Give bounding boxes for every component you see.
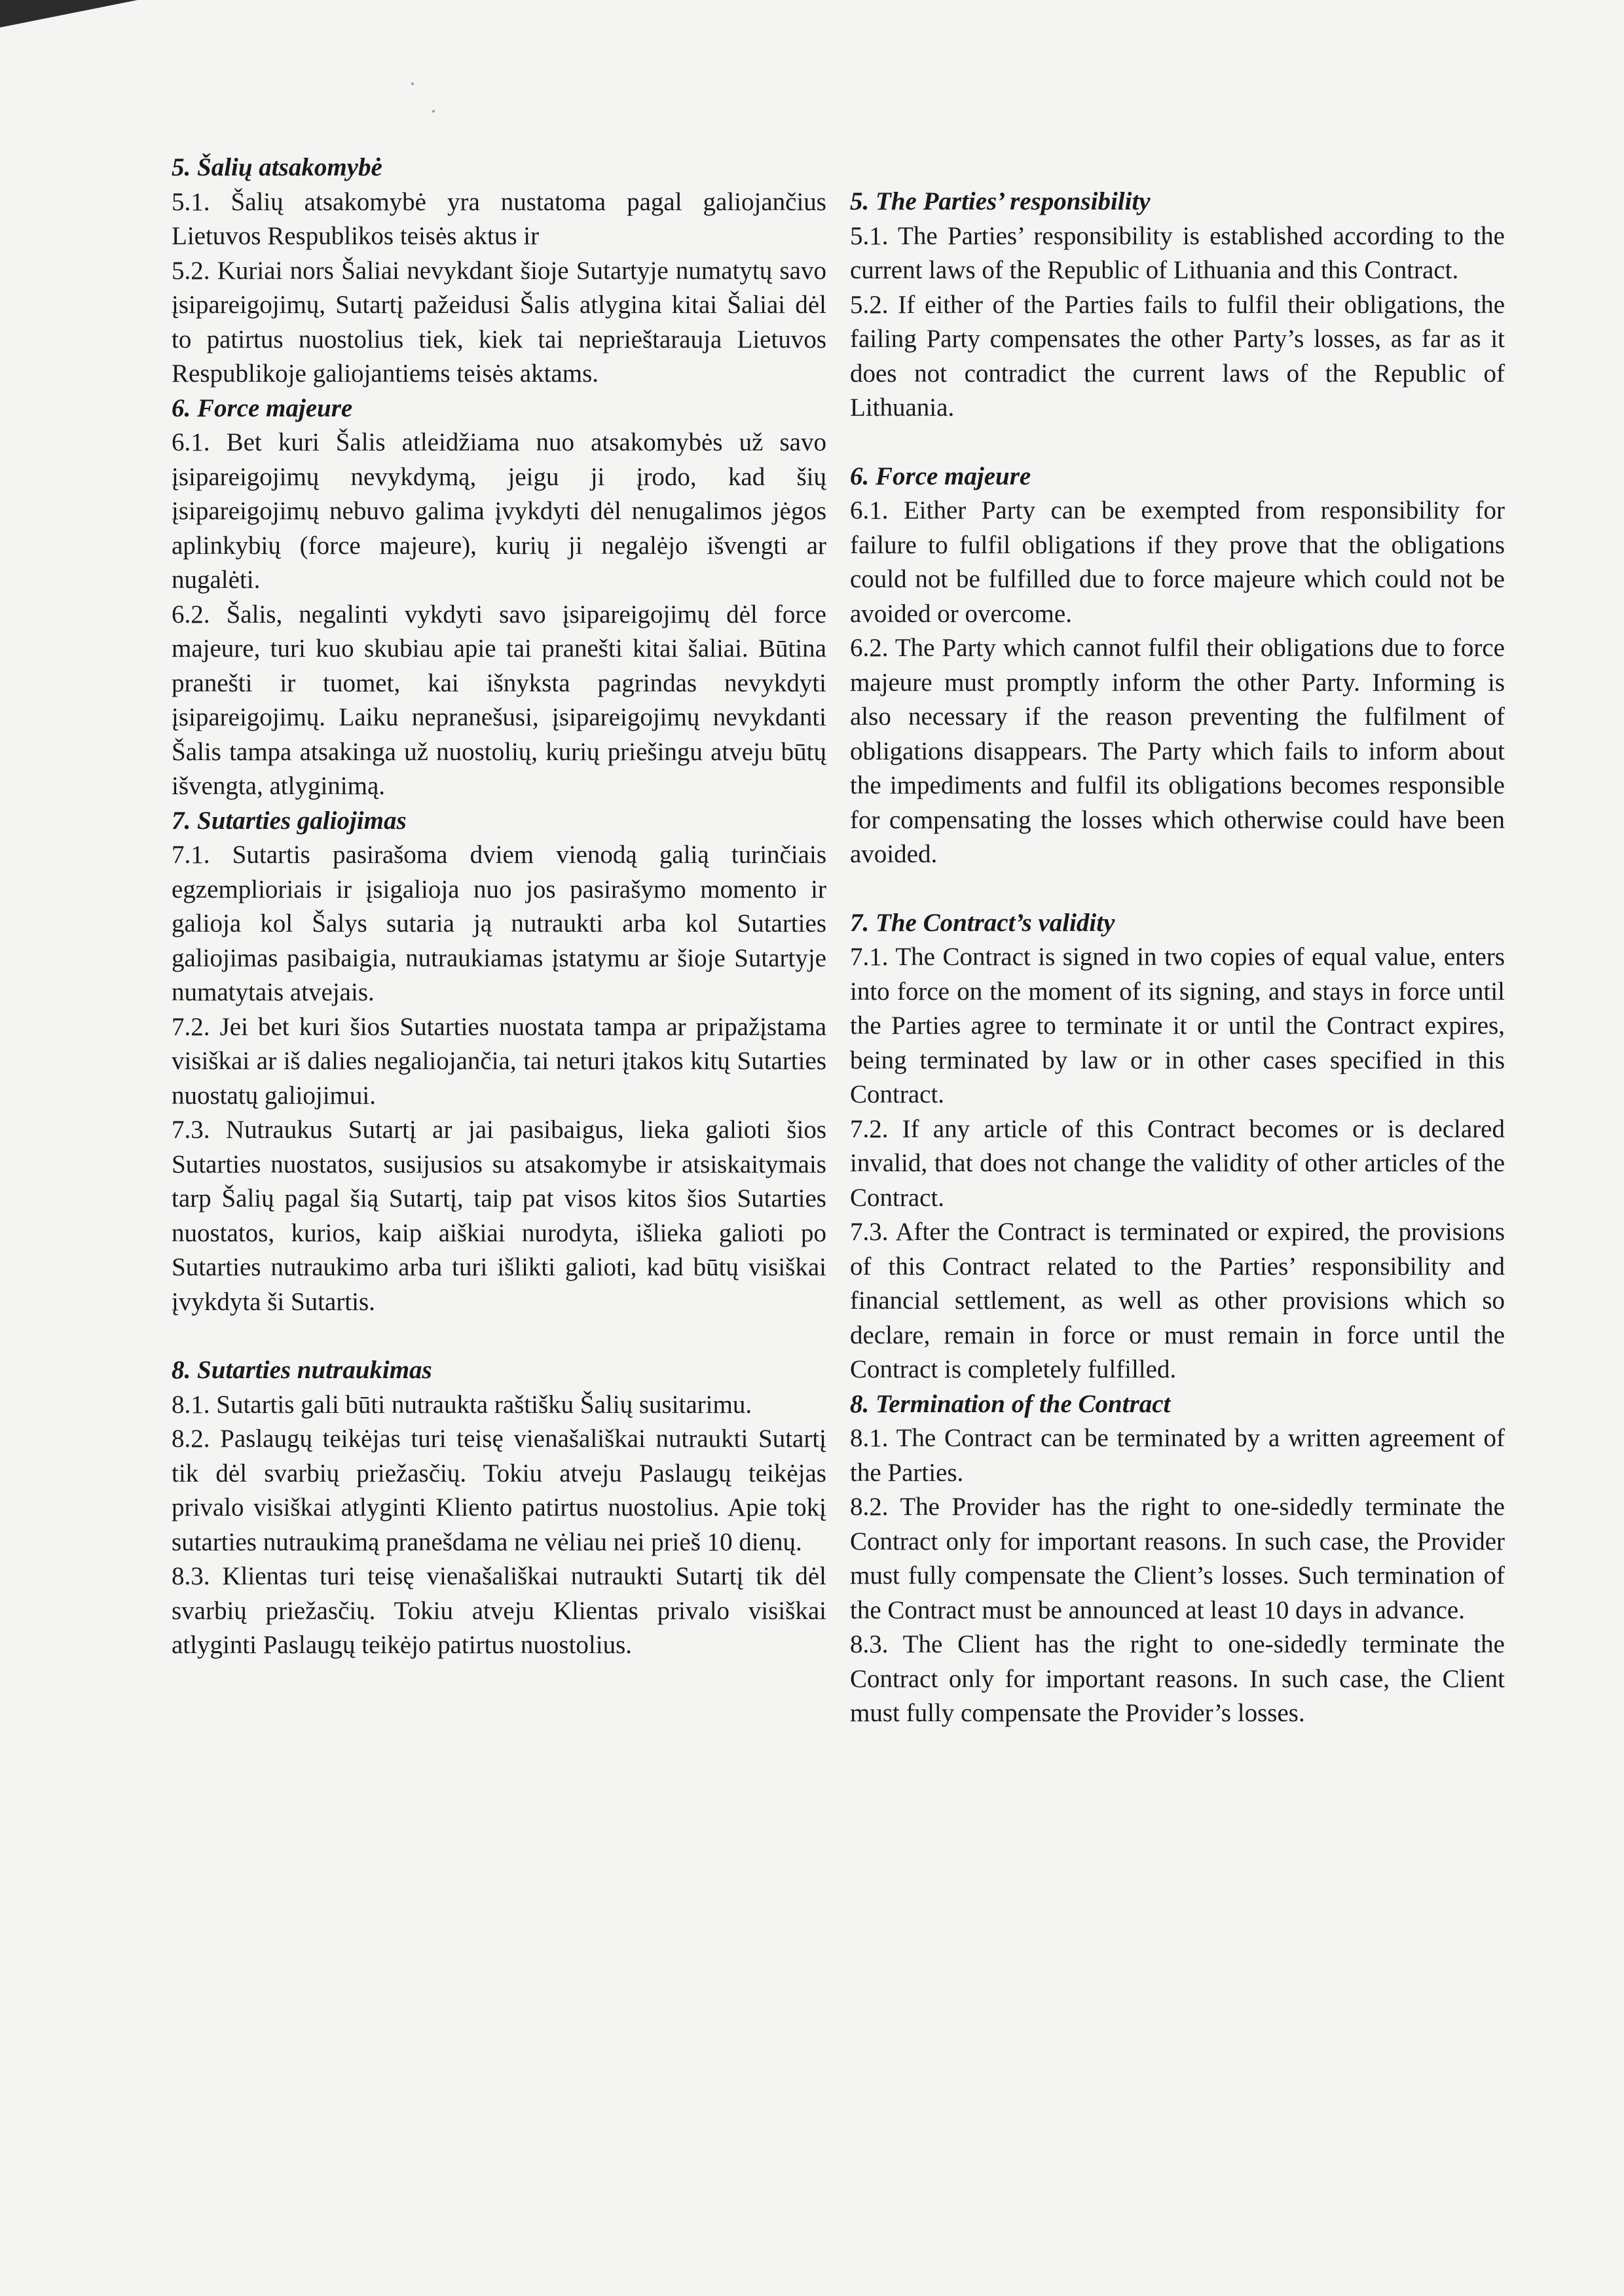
- clause-6-1-en: 6.1. Either Party can be exempted from responsibility for failure to fulfil obligations if they prove that the obligations could not be fulfilled due to force majeure which could not be avoided or overcome.: [850, 496, 1505, 628]
- clause-7-1-en: 7.1. The Contract is signed in two copies of equal value, enters into force on the moment of its signing, and stays in force until the Parties agree to terminate it or until the Contract expires, being terminated by law or in other cases specified in this Contract.: [850, 943, 1505, 1108]
- clause-7-1-lt: 7.1. Sutartis pasirašoma dviem vienodą galią turinčiais egzemplioriais ir įsigalioja nuo jos pasirašymo momento ir galioja kol Šalys sutaria ją nutraukti arba kol Sutarties galiojimas pasibaigia, nutraukiamas įstatymu ar šioje Sutartyje numatytais atvejais.: [172, 841, 826, 1006]
- english-column: [850, 185, 1505, 1731]
- clause-6-2-en: 6.2. The Party which cannot fulfil their obligations due to force majeure must promptly inform the other Party. Informing is also necessary if the reason preventing the fulfilment of obligations disappears. The Party which fails to inform about the impediments and fulfil its obligations becomes responsible for compensating the losses which otherwise could have been avoided.: [850, 634, 1505, 868]
- clause-7-2-en: 7.2. If any article of this Contract becomes or is declared invalid, that does not change the validity of other articles of the Contract.: [850, 1114, 1505, 1212]
- scan-speck: [432, 110, 435, 113]
- clause-8-1-lt: 8.1. Sutartis gali būti nutraukta raštišku Šalių susitarimu.: [172, 1390, 752, 1419]
- clause-5-1-lt: 5.1. Šalių atsakomybė yra nustatoma pagal galiojančius Lietuvos Respublikos teisės aktus ir: [172, 187, 826, 250]
- page-corner-shadow: [0, 0, 138, 27]
- clause-6-1-lt: 6.1. Bet kuri Šalis atleidžiama nuo atsakomybės už savo įsipareigojimų nevykdymą, jeigu ji įrodo, kad šių įsipareigojimų nebuvo galima įvykdyti dėl nenugalimos jėgos aplinkybių (force majeure), kurių ji negalėjo išvengti ar nugalėti.: [172, 428, 826, 594]
- section-8-heading-en: 8. Termination of the Contract: [850, 1389, 1171, 1418]
- clause-7-2-lt: 7.2. Jei bet kuri šios Sutarties nuostata tampa ar pripažįstama visiškai ar iš dalies negaliojančia, tai neturi įtakos kitų Sutarties nuostatų galiojimui.: [172, 1012, 826, 1110]
- section-6-heading-lt: 6. Force majeure: [172, 393, 353, 422]
- section-7-heading-lt: 7. Sutarties galiojimas: [172, 806, 407, 835]
- clause-8-3-en: 8.3. The Client has the right to one-sidedly terminate the Contract only for important reasons. In such case, the Client must fully compensate the Provider’s losses.: [850, 1630, 1505, 1727]
- clause-8-2-en: 8.2. The Provider has the right to one-sidedly terminate the Contract only for important reasons. In such case, the Provider must fully compensate the Client’s losses. Such termination of the Contract must be announced at least 10 days in advance.: [850, 1493, 1505, 1624]
- section-5-heading-lt: 5. Šalių atsakomybė: [172, 153, 382, 181]
- clause-8-1-en: 8.1. The Contract can be terminated by a written agreement of the Parties.: [850, 1424, 1505, 1487]
- clause-5-1-en: 5.1. The Parties’ responsibility is established according to the current laws of the Republic of Lithuania and this Contract.: [850, 221, 1505, 284]
- clause-7-3-en: 7.3. After the Contract is terminated or expired, the provisions of this Contract related to the Parties’ responsibility and financial settlement, as well as other provisions which so declare, remain in force or must remain in force until the Contract is completely fulfilled.: [850, 1218, 1505, 1383]
- section-6-heading-en: 6. Force majeure: [850, 462, 1031, 490]
- section-7-heading-en: 7. The Contract’s validity: [850, 908, 1115, 937]
- clause-8-2-lt: 8.2. Paslaugų teikėjas turi teisę vienašališkai nutraukti Sutartį tik dėl svarbių priežasčių. Tokiu atveju Paslaugų teikėjas privalo visiškai atlyginti Kliento patirtus nuostolius. Apie tokį sutarties nutraukimą pranešdama ne vėliau nei prieš 10 dienų.: [172, 1425, 826, 1556]
- scan-speck: [411, 82, 414, 85]
- clause-5-2-en: 5.2. If either of the Parties fails to fulfil their obligations, the failing Party compensates the other Party’s losses, as far as it does not contradict the current laws of the Republic of Lithuania.: [850, 290, 1505, 422]
- clause-8-3-lt: 8.3. Klientas turi teisę vienašališkai nutraukti Sutartį tik dėl svarbių priežasčių. Tokiu atveju Klientas privalo visiškai atlyginti Paslaugų teikėjo patirtus nuostolius.: [172, 1562, 826, 1659]
- clause-7-3-lt: 7.3. Nutraukus Sutartį ar jai pasibaigus, lieka galioti šios Sutarties nuostatos, susijusios su atsakomybe ir atsiskaitymais tarp Šalių pagal šią Sutartį, taip pat visos kitos šios Sutarties nuostatos, kurios, kaip aiškiai nurodyta, išlieka galioti po Sutarties nutraukimo arba turi išlikti galioti, kad būtų visiškai įvykdyta ši Sutartis.: [172, 1116, 826, 1316]
- clause-5-2-lt: 5.2. Kuriai nors Šaliai nevykdant šioje Sutartyje numatytų savo įsipareigojimų, Sutartį pažeidusi Šalis atlygina kitai Šaliai dėl to patirtus nuostolius tiek, kiek tai neprieštarauja Lietuvos Respublikoje galiojantiems teisės aktams.: [172, 256, 826, 388]
- section-8-heading-lt: 8. Sutarties nutraukimas: [172, 1356, 432, 1384]
- clause-6-2-lt: 6.2. Šalis, negalinti vykdyti savo įsipareigojimų dėl force majeure, turi kuo skubiau apie tai pranešti kitai šaliai. Būtina pranešti ir tuomet, kai išnyksta pagrindas nevykdyti įsipareigojimų. Laiku nepranešusi, įsipareigojimų nevykdanti Šalis tampa atsakinga už nuostolių, kurių priešingu atveju būtų išvengta, atlyginimą.: [172, 600, 826, 800]
- section-5-heading-en: 5. The Parties’ responsibility: [850, 187, 1151, 215]
- lithuanian-column: [172, 151, 826, 1663]
